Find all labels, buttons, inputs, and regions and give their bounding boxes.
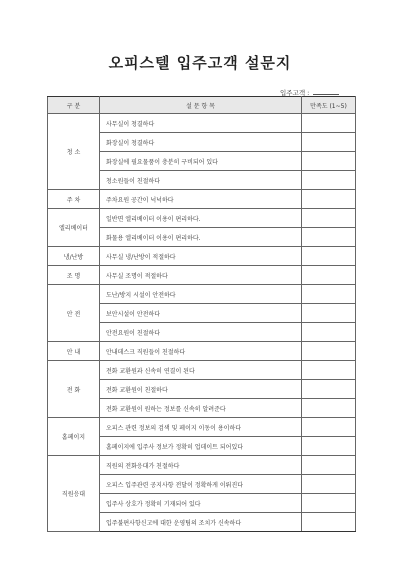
table-row	[48, 342, 356, 361]
question-cell: 입주사 상호가 정확히 기재되어 있다	[100, 494, 302, 513]
score-cell[interactable]	[302, 152, 356, 171]
question-cell: 보안시설이 안전하다	[100, 304, 302, 323]
table-row	[48, 418, 356, 437]
page-title: 오피스텔 입주고객 설문지	[108, 54, 292, 72]
question-cell: 전화 교환원이 친절하다	[100, 380, 302, 399]
score-cell[interactable]	[302, 247, 356, 266]
header-score: 만족도 (1~5)	[302, 97, 356, 114]
score-cell[interactable]	[302, 171, 356, 190]
score-cell[interactable]	[302, 133, 356, 152]
respondent-label: 입주고객 :	[280, 89, 310, 97]
question-cell: 화물용 엘리베이터 이용이 편리하다.	[100, 228, 302, 247]
category-cell: 냉/난방	[48, 247, 100, 266]
question-cell: 입주불편사항신고에 대한 운영팀의 조치가 신속하다	[100, 513, 302, 532]
question-cell: 오피스 입주관련 공지사항 전달이 정확하게 이뤄진다	[100, 475, 302, 494]
score-cell[interactable]	[302, 228, 356, 247]
score-cell[interactable]	[302, 285, 356, 304]
category-cell: 주 차	[48, 190, 100, 209]
survey-table	[47, 96, 356, 532]
table-row	[48, 456, 356, 475]
category-cell: 전 화	[48, 361, 100, 418]
score-cell[interactable]	[302, 114, 356, 133]
question-cell: 사무실 조명이 적절하다	[100, 266, 302, 285]
question-cell: 화장실이 청결하다	[100, 133, 302, 152]
respondent-blank[interactable]	[313, 88, 339, 95]
table-row	[48, 247, 356, 266]
question-cell: 사무실이 청결하다	[100, 114, 302, 133]
score-cell[interactable]	[302, 304, 356, 323]
question-cell: 오피스 관련 정보의 검색 및 페이지 이동이 용이하다	[100, 418, 302, 437]
table-row	[48, 190, 356, 209]
question-cell: 사무실 냉/난방이 적절하다	[100, 247, 302, 266]
score-cell[interactable]	[302, 361, 356, 380]
table-row	[48, 209, 356, 228]
category-cell: 안 전	[48, 285, 100, 342]
score-cell[interactable]	[302, 266, 356, 285]
category-cell: 홈페이지	[48, 418, 100, 456]
question-cell: 안전요원이 친절하다	[100, 323, 302, 342]
score-cell[interactable]	[302, 456, 356, 475]
score-cell[interactable]	[302, 437, 356, 456]
category-cell: 직원응대	[48, 456, 100, 532]
question-cell: 전화 교환원이 원하는 정보를 신속히 알려준다	[100, 399, 302, 418]
table-row	[48, 114, 356, 133]
question-cell: 주차요원 공간이 넉넉하다	[100, 190, 302, 209]
score-cell[interactable]	[302, 323, 356, 342]
table-row	[48, 266, 356, 285]
question-cell: 안내데스크 직원들이 친절하다	[100, 342, 302, 361]
survey-body	[48, 114, 356, 532]
category-cell: 엘리베이터	[48, 209, 100, 247]
header-category: 구 분	[48, 97, 100, 114]
question-cell: 홈페이지에 입주사 정보가 정확히 업데이트 되어있다	[100, 437, 302, 456]
category-cell: 조 명	[48, 266, 100, 285]
score-cell[interactable]	[302, 475, 356, 494]
header-items: 설 문 항 목	[100, 97, 302, 114]
score-cell[interactable]	[302, 190, 356, 209]
score-cell[interactable]	[302, 399, 356, 418]
category-cell: 청 소	[48, 114, 100, 190]
score-cell[interactable]	[302, 209, 356, 228]
score-cell[interactable]	[302, 494, 356, 513]
question-cell: 일반면 엘리베이터 이용이 편리하다.	[100, 209, 302, 228]
score-cell[interactable]	[302, 380, 356, 399]
question-cell: 도난/방지 시설이 안전하다	[100, 285, 302, 304]
score-cell[interactable]	[302, 513, 356, 532]
question-cell: 청소원들이 친절하다	[100, 171, 302, 190]
score-cell[interactable]	[302, 418, 356, 437]
score-cell[interactable]	[302, 342, 356, 361]
question-cell: 전화 교환원과 신속히 연결이 된다	[100, 361, 302, 380]
question-cell: 직원의 전화응대가 친절하다	[100, 456, 302, 475]
table-row	[48, 285, 356, 304]
category-cell: 안 내	[48, 342, 100, 361]
header-row	[48, 97, 356, 114]
table-row	[48, 361, 356, 380]
question-cell: 화장실에 필요물품이 충분히 구비되어 있다	[100, 152, 302, 171]
